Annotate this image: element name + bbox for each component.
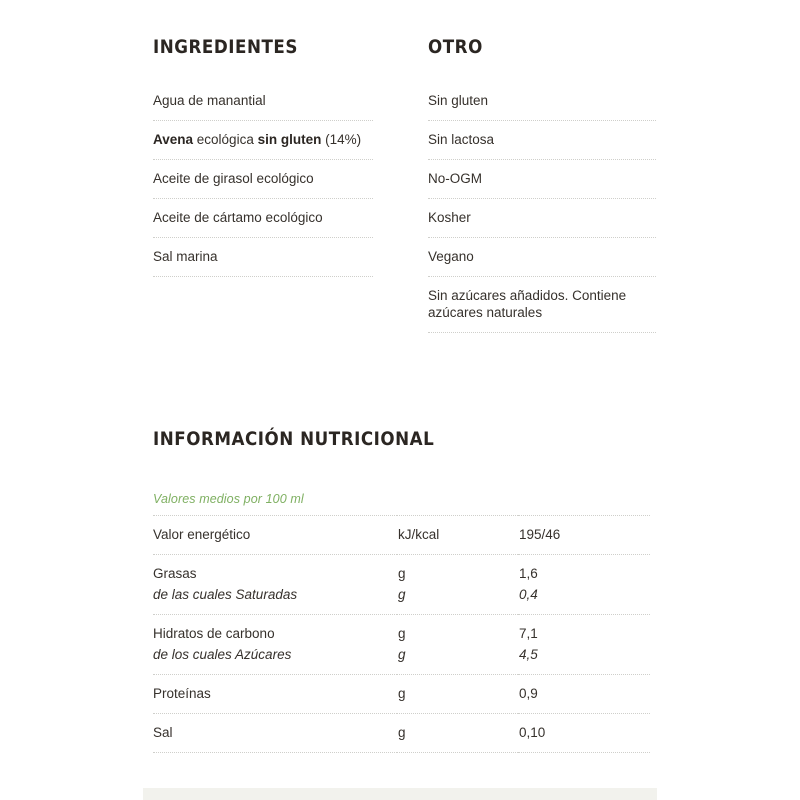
- other-item: Sin lactosa: [428, 131, 656, 160]
- other-item: Sin gluten: [428, 92, 656, 121]
- nutrient-unit: g: [398, 626, 406, 641]
- ingredients-list: [153, 92, 373, 287]
- bottom-panel: [143, 788, 657, 800]
- nutrient-value: 7,1: [519, 626, 538, 641]
- nutrition-row: [153, 714, 650, 753]
- nutrient-unit: g: [397, 582, 518, 615]
- nutrition-row: [153, 642, 650, 675]
- ingredient-item: Aceite de cártamo ecológico: [153, 209, 373, 238]
- ingredient-item: Avena ecológica sin gluten (14%): [153, 131, 373, 160]
- nutrient-unit: g: [397, 714, 518, 753]
- nutrition-section: [153, 428, 650, 753]
- nutrient-name: Sal: [153, 714, 397, 753]
- other-item: No-OGM: [428, 170, 656, 199]
- nutrient-value: 0,4: [518, 582, 650, 615]
- ingredient-item: Aceite de girasol ecológico: [153, 170, 373, 199]
- nutrition-row: [153, 516, 650, 555]
- nutrient-name: de las cuales Saturadas: [153, 582, 397, 615]
- ingredients-heading: INGREDIENTES: [153, 36, 298, 58]
- nutrition-row: [153, 555, 650, 583]
- nutrient-value: 0,10: [518, 714, 650, 753]
- nutrient-unit: g: [398, 566, 406, 581]
- other-item: Vegano: [428, 248, 656, 277]
- ingredient-item: Agua de manantial: [153, 92, 373, 121]
- nutrition-heading: INFORMACIÓN NUTRICIONAL: [153, 428, 435, 450]
- nutrient-value: 0,9: [518, 675, 650, 714]
- nutrition-row: [153, 615, 650, 643]
- nutrition-subtitle: Valores medios por 100 ml: [153, 492, 304, 506]
- nutrition-row: [153, 582, 650, 615]
- ingredient-item: Sal marina: [153, 248, 373, 277]
- other-item: Kosher: [428, 209, 656, 238]
- nutrient-unit: g: [397, 675, 518, 714]
- nutrient-value: 195/46: [518, 516, 650, 555]
- nutrient-name: Grasas: [153, 566, 197, 581]
- nutrition-row: [153, 675, 650, 714]
- nutrition-table: [153, 515, 650, 753]
- nutrient-name: Valor energético: [153, 516, 397, 555]
- other-list: [428, 92, 656, 343]
- nutrient-unit: g: [397, 642, 518, 675]
- nutrient-value: 1,6: [519, 566, 538, 581]
- nutrient-name: de los cuales Azúcares: [153, 642, 397, 675]
- other-heading: OTRO: [428, 36, 483, 58]
- nutrient-value: 4,5: [518, 642, 650, 675]
- other-item: Sin azúcares añadidos. Contiene azúcares naturales: [428, 287, 656, 333]
- nutrient-name: Hidratos de carbono: [153, 626, 275, 641]
- nutrient-unit: kJ/kcal: [397, 516, 518, 555]
- nutrient-name: Proteínas: [153, 675, 397, 714]
